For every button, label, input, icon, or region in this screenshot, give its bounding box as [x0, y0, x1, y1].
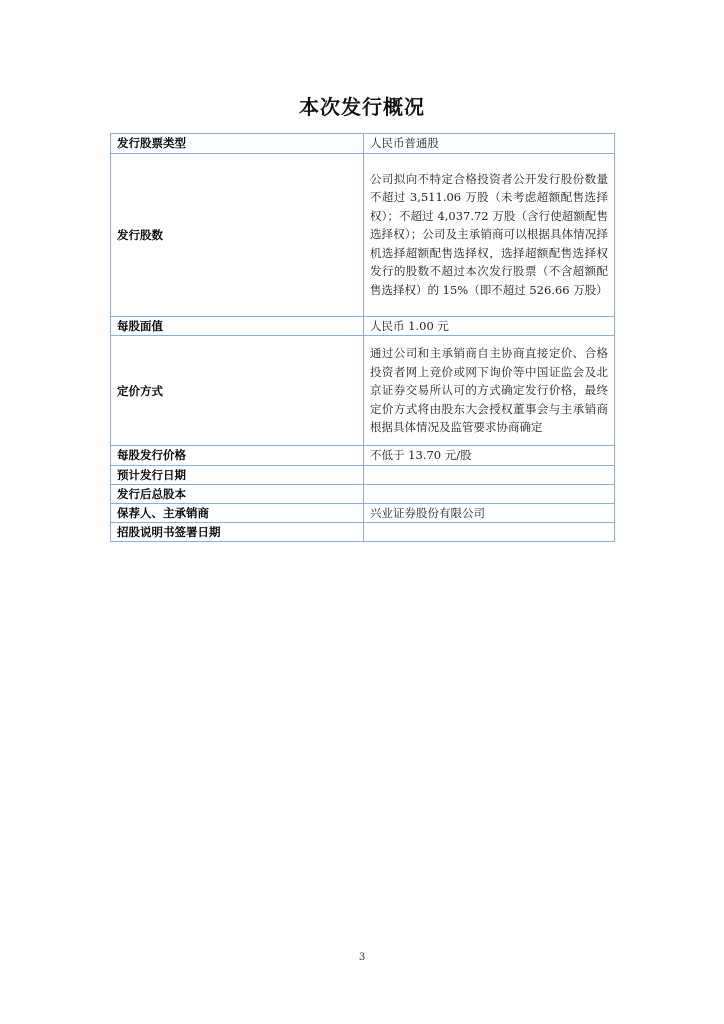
table-row-issue-date: [111, 465, 615, 484]
row-value: 不低于 13.70 元/股: [364, 446, 615, 466]
table-row-share-count: [111, 153, 615, 316]
row-label: 定价方式: [111, 336, 364, 446]
row-label: 每股发行价格: [111, 446, 364, 466]
row-value: [364, 484, 615, 503]
row-label: 发行后总股本: [111, 484, 364, 503]
table-row-share-type: [111, 134, 615, 154]
row-label: 每股面值: [111, 316, 364, 336]
row-label: 发行股票类型: [111, 134, 364, 154]
row-value: 通过公司和主承销商自主协商直接定价、合格投资者网上竞价或网下询价等中国证监会及北京证券交易所认可的方式确定发行价格，最终定价方式将由股东大会授权董事会与主承销商根据具体情况及监管要求协商确定: [364, 336, 615, 446]
row-label: 保荐人、主承销商: [111, 503, 364, 523]
table-row-total-shares: [111, 484, 615, 503]
table-row-sponsor: [111, 503, 615, 523]
row-label: 招股说明书签署日期: [111, 523, 364, 542]
offering-summary-table: [110, 133, 615, 542]
row-value: [364, 523, 615, 542]
page-title: 本次发行概况: [299, 95, 425, 119]
row-value: [364, 465, 615, 484]
table-row-prospectus-date: [111, 523, 615, 542]
row-value: 人民币 1.00 元: [364, 316, 615, 336]
row-value: 兴业证券股份有限公司: [364, 503, 615, 523]
row-label: 预计发行日期: [111, 465, 364, 484]
table-row-par-value: [111, 316, 615, 336]
row-value: 人民币普通股: [364, 134, 615, 154]
row-value: 公司拟向不特定合格投资者公开发行股份数量不超过 3,511.06 万股（未考虑超额配售选择权）；不超过 4,037.72 万股（含行使超额配售选择权）；公司及主承销商可以根据具体情况择机选择超额配售选择权，选择超额配售选择权发行的股数不超过本次发行股票（不含超额配售选择权）的 15%（即不超过 526.66 万股）: [364, 153, 615, 316]
row-label: 发行股数: [111, 153, 364, 316]
table-row-pricing-method: [111, 336, 615, 446]
table-row-issue-price: [111, 446, 615, 466]
page-number: 3: [358, 952, 366, 963]
